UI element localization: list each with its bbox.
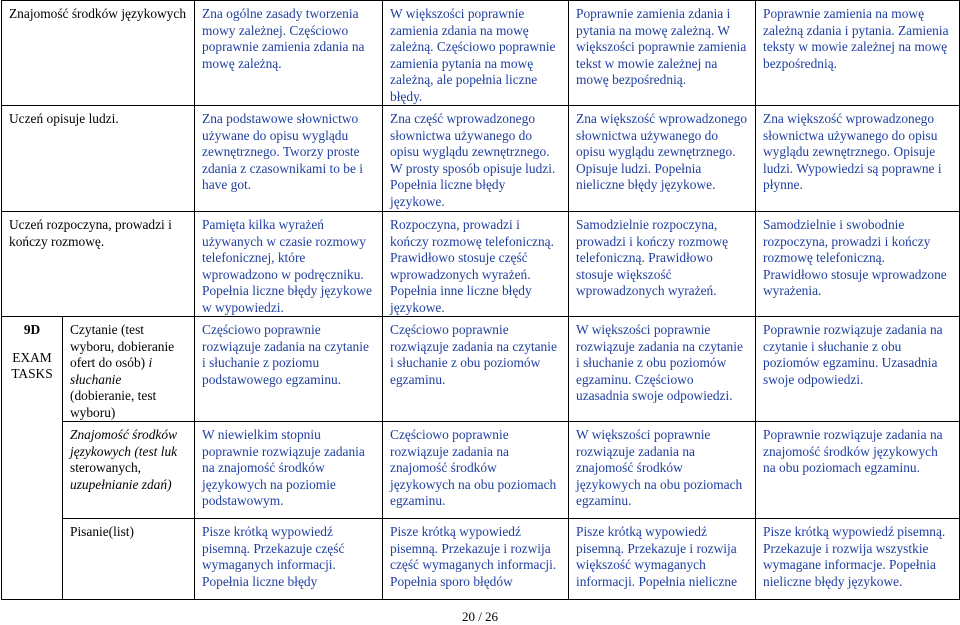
table-cell: Zna ogólne zasady tworzenia mowy zależnej. Częściowo poprawnie zamienia zdania na mowę zależną.	[195, 1, 383, 106]
table-cell: Pisze krótką wypowiedź pisemną. Przekazuje i rozwija większość wymaganych informacji. Popełnia nieliczne	[569, 519, 756, 600]
table-cell: Samodzielnie rozpoczyna, prowadzi i kończy rozmowę telefoniczną. Prawidłowo stosuje większość wprowadzonych wyrażeń.	[569, 212, 756, 317]
table-cell: Poprawnie zamienia zdania i pytania na mowę zależną. W większości poprawnie zamienia tekst w mowie zależnej na mowę bezpośrednią.	[569, 1, 756, 106]
table-cell: Rozpoczyna, prowadzi i kończy rozmowę telefoniczną. Prawidłowo stosuje część wprowadzonych wyrażeń. Popełnia inne liczne błędy językowe.	[383, 212, 569, 317]
table-cell: Poprawnie zamienia na mowę zależną zdania i pytania. Zamienia teksty w mowie zależnej na mowę bezpośrednią.	[756, 1, 960, 106]
table-cell: Pamięta kilka wyrażeń używanych w czasie rozmowy telefonicznej, które wprowadzono w podręczniku. Popełnia liczne błędy językowe w wypowiedzi.	[195, 212, 383, 317]
row-label: Uczeń rozpoczyna, prowadzi i kończy rozmowę.	[2, 212, 195, 317]
task-label	[63, 422, 195, 519]
table-cell: Częściowo poprawnie rozwiązuje zadania na znajomość środków językowych na obu poziomach egzaminu.	[383, 422, 569, 519]
task-label-part2: i słuchanie	[70, 355, 153, 387]
table-row	[2, 1, 960, 106]
task-label-part3: uzupełnianie zdań)	[70, 476, 172, 492]
table-row	[2, 212, 960, 317]
table-row	[2, 519, 960, 600]
section-title-line1: EXAM	[12, 349, 52, 365]
task-label: Pisanie(list)	[63, 519, 195, 600]
section-title-line2: TASKS	[11, 366, 53, 381]
table-cell: Pisze krótką wypowiedź pisemną. Przekazuje część wymaganych informacji. Popełnia liczne błędy	[195, 519, 383, 600]
table-row	[2, 317, 960, 422]
task-label-part3: (dobieranie, test wyboru)	[70, 388, 157, 420]
table-row	[2, 106, 960, 212]
page-number: 20 / 26	[461, 609, 499, 624]
row-label: Znajomość środków językowych	[2, 1, 195, 106]
table-cell: W większości poprawnie rozwiązuje zadania na znajomość środków językowych na obu poziomach egzaminu.	[569, 422, 756, 519]
table-cell: Zna większość wprowadzonego słownictwa używanego do opisu wyglądu zewnętrznego. Opisuje ludzi. Popełnia nieliczne błędy językowe.	[569, 106, 756, 212]
table-cell: Zna podstawowe słownictwo używane do opisu wyglądu zewnętrznego. Tworzy proste zdania z czasownikami to be i have got.	[195, 106, 383, 212]
table-cell: Częściowo poprawnie rozwiązuje zadania na czytanie i słuchanie z poziomu podstawowego egzaminu.	[195, 317, 383, 422]
table-cell: Poprawnie rozwiązuje zadania na czytanie i słuchanie z obu poziomów egzaminu. Uzasadnia swoje odpowiedzi.	[756, 317, 960, 422]
table-cell: W większości poprawnie rozwiązuje zadania na czytanie i słuchanie z obu poziomów egzaminu. Częściowo uzasadnia swoje odpowiedzi.	[569, 317, 756, 422]
table-cell: Częściowo poprawnie rozwiązuje zadania na czytanie i słuchanie z obu poziomów egzaminu.	[383, 317, 569, 422]
table-cell: W większości poprawnie zamienia zdania na mowę zależną. Częściowo poprawnie zamienia pytania na mowę zależną, ale popełnia liczne błędy.	[383, 1, 569, 106]
table-cell: Zna część wprowadzonego słownictwa używanego do opisu wyglądu zewnętrznego. W prosty sposób opisuje ludzi. Popełnia liczne błędy językowe.	[383, 106, 569, 212]
task-label	[63, 317, 195, 422]
row-label: Uczeń opisuje ludzi.	[2, 106, 195, 212]
section-side-label	[2, 317, 63, 600]
table-cell: Poprawnie rozwiązuje zadania na znajomość środków językowych na obu poziomach egzaminu.	[756, 422, 960, 519]
table-cell: Samodzielnie i swobodnie rozpoczyna, prowadzi i kończy rozmowę telefoniczną. Prawidłowo stosuje wprowadzone wyrażenia.	[756, 212, 960, 317]
task-label-part1: Znajomość środków językowych (test luk	[70, 427, 178, 459]
task-label-part1: Czytanie (test wyboru, dobieranie ofert do osób)	[70, 322, 175, 370]
table-cell: Pisze krótką wypowiedź pisemną. Przekazuje i rozwija część wymaganych informacji. Popełnia sporo błędów	[383, 519, 569, 600]
grading-criteria-table	[1, 0, 960, 600]
section-code: 9D	[23, 322, 41, 337]
table-row	[2, 422, 960, 519]
task-label-part2: sterowanych,	[70, 460, 142, 475]
table-cell: Pisze krótką wypowiedź pisemną. Przekazuje i rozwija wszystkie wymagane informacje. Popełnia nieliczne błędy językowe.	[756, 519, 960, 600]
table-cell: Zna większość wprowadzonego słownictwa używanego do opisu wyglądu zewnętrznego. Opisuje ludzi. Wypowiedzi są poprawne i płynne.	[756, 106, 960, 212]
table-cell: W niewielkim stopniu poprawnie rozwiązuje zadania na znajomość środków językowych na poziomie podstawowym.	[195, 422, 383, 519]
